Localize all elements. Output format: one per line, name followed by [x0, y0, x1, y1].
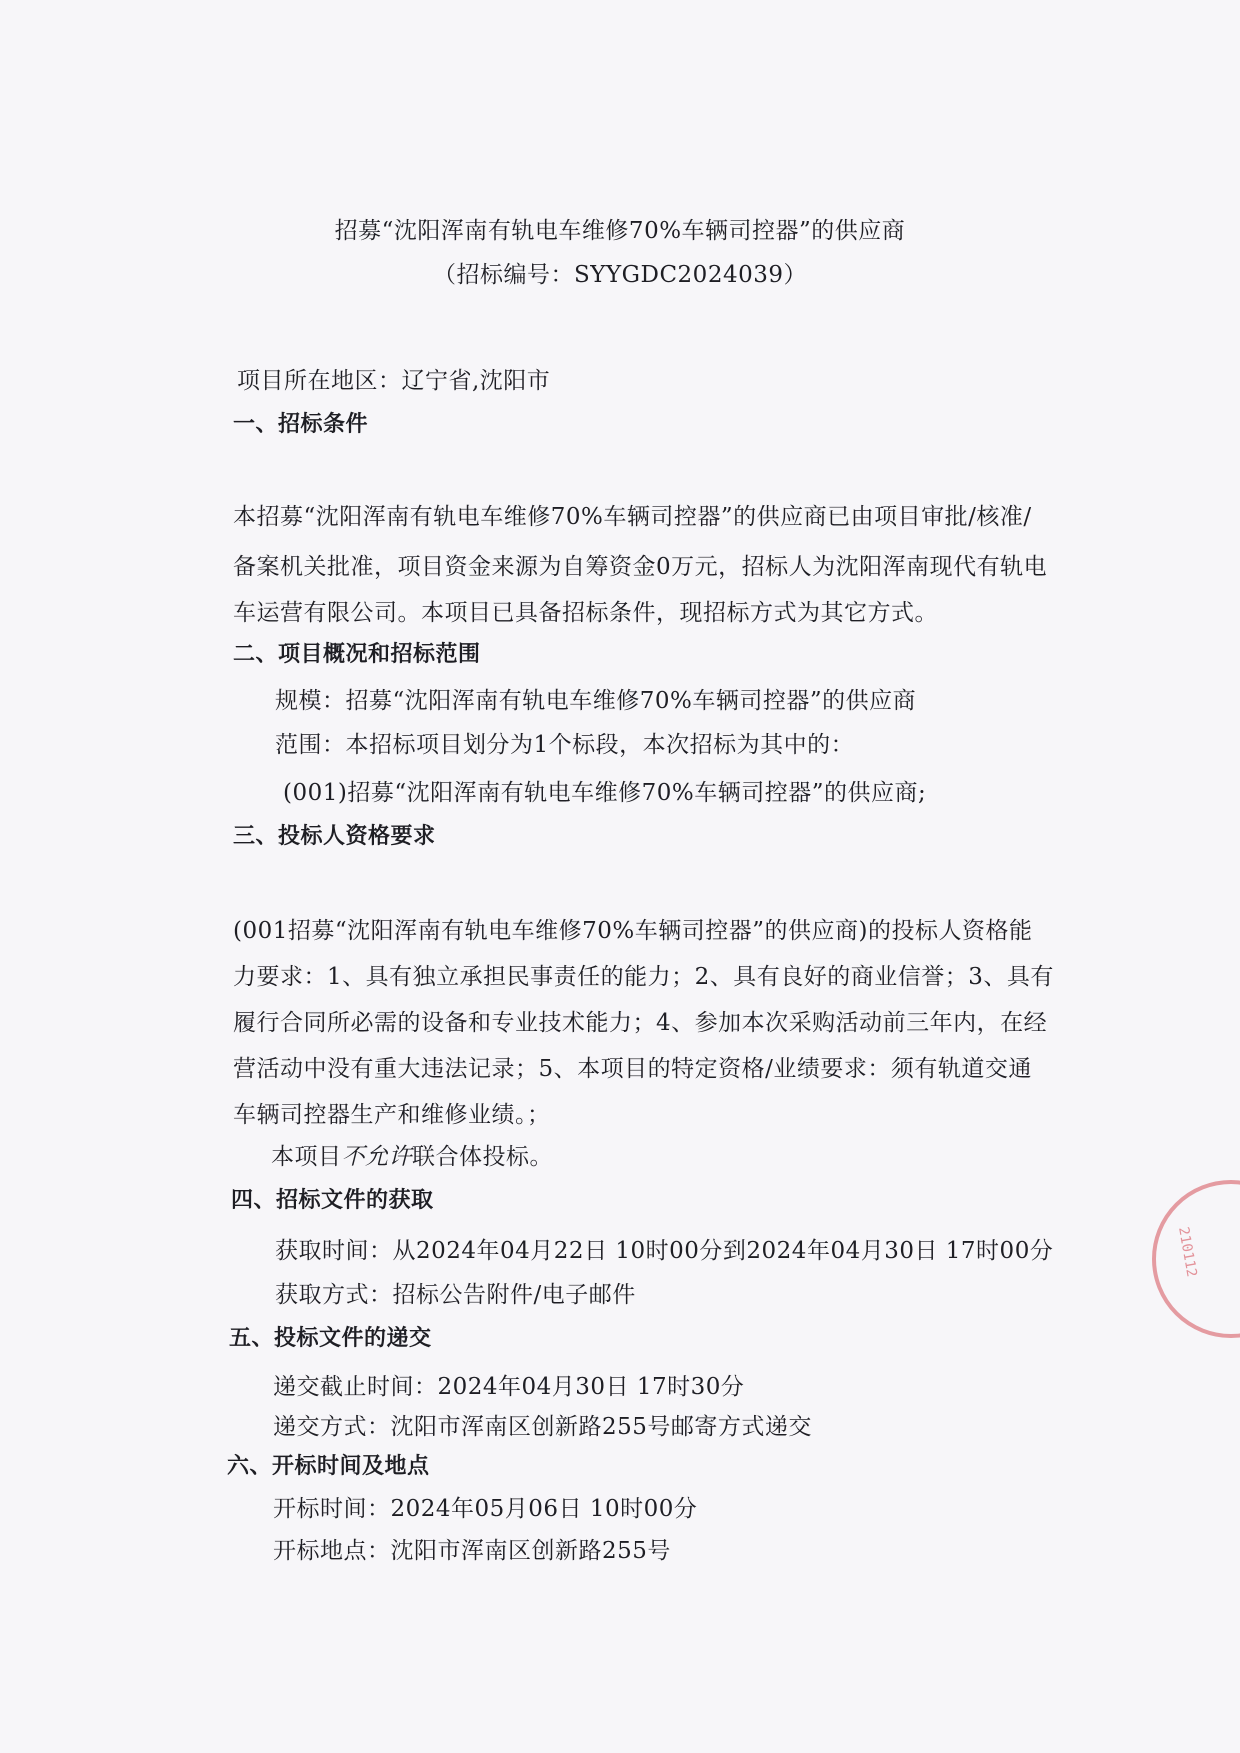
s1-line-2: 备案机关批准，项目资金来源为自筹资金0万元，招标人为沈阳浑南现代有轨电	[233, 554, 1048, 580]
section-heading-5: 五、投标文件的递交	[229, 1326, 432, 1351]
s5-line-1: 递交截止时间：2024年04月30日 17时30分	[273, 1374, 745, 1400]
s2-line-1: 规模：招募“沈阳浑南有轨电车维修70%车辆司控器”的供应商	[275, 688, 917, 714]
consortium-emphasis: 不允许	[341, 1144, 412, 1170]
project-region: 项目所在地区：辽宁省,沈阳市	[237, 368, 551, 394]
official-seal-fragment	[1152, 1180, 1240, 1338]
s6-line-1: 开标时间：2024年05月06日 10时00分	[273, 1496, 698, 1522]
s4-line-1: 获取时间：从2024年04月22日 10时00分到2024年04月30日 17时00分	[275, 1238, 1054, 1264]
consortium-prefix: 本项目	[271, 1144, 342, 1170]
consortium-note	[271, 1142, 553, 1172]
section-heading-1: 一、招标条件	[233, 412, 369, 437]
s3-line-5: 车辆司控器生产和维修业绩。；	[233, 1102, 551, 1128]
tender-code: （招标编号：SYYGDC2024039）	[433, 262, 807, 288]
s1-line-1: 本招募“沈阳浑南有轨电车维修70%车辆司控器”的供应商已由项目审批/核准/	[233, 504, 1032, 530]
s2-line-2: 范围：本招标项目划分为1个标段，本次招标为其中的：	[275, 732, 855, 758]
section-heading-3: 三、投标人资格要求	[233, 824, 436, 849]
s4-line-2: 获取方式：招标公告附件/电子邮件	[275, 1282, 636, 1308]
s3-line-3: 履行合同所必需的设备和专业技术能力；4、参加本次采购活动前三年内，在经	[233, 1010, 1048, 1036]
s5-line-2: 递交方式：沈阳市浑南区创新路255号邮寄方式递交	[273, 1414, 812, 1440]
s6-line-2: 开标地点：沈阳市浑南区创新路255号	[273, 1538, 671, 1564]
s3-line-4: 营活动中没有重大违法记录；5、本项目的特定资格/业绩要求：须有轨道交通	[233, 1056, 1032, 1082]
consortium-suffix: 联合体投标。	[412, 1144, 553, 1170]
s1-line-3: 车运营有限公司。本项目已具备招标条件，现招标方式为其它方式。	[233, 600, 938, 626]
s3-line-1: (001招募“沈阳浑南有轨电车维修70%车辆司控器”的供应商)的投标人资格能	[233, 918, 1033, 944]
document-title: 招募“沈阳浑南有轨电车维修70%车辆司控器”的供应商	[334, 218, 906, 244]
section-heading-4: 四、招标文件的获取	[231, 1188, 434, 1213]
seal-number: 210112	[1175, 1225, 1200, 1279]
section-heading-2: 二、项目概况和招标范围	[233, 642, 481, 667]
section-heading-6: 六、开标时间及地点	[227, 1454, 430, 1479]
s2-line-3: (001)招募“沈阳浑南有轨电车维修70%车辆司控器”的供应商;	[283, 780, 927, 806]
s3-line-2: 力要求：1、具有独立承担民事责任的能力；2、具有良好的商业信誉；3、具有	[233, 964, 1054, 990]
